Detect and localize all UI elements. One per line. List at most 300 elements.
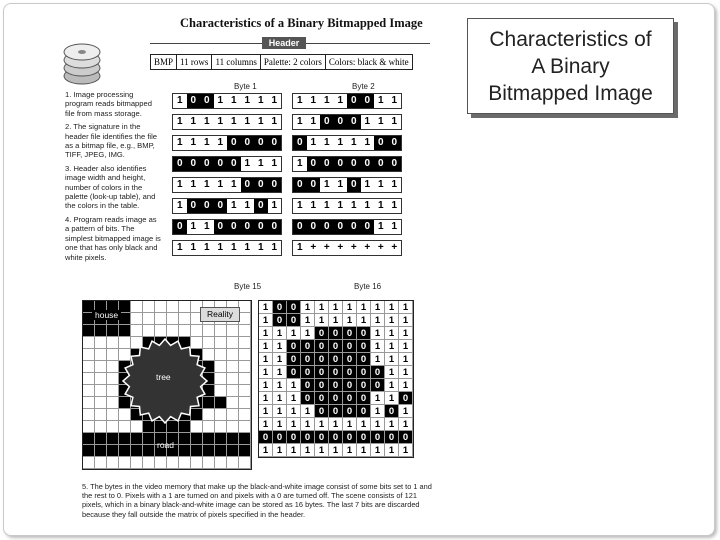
- matrix-bit: 1: [385, 418, 399, 431]
- matrix-bit: 1: [273, 418, 287, 431]
- matrix-bit: 0: [315, 379, 329, 392]
- matrix-bit: 1: [259, 444, 273, 457]
- matrix-bit: 0: [343, 327, 357, 340]
- bit-cell: 1: [374, 199, 388, 213]
- matrix-bit: 0: [357, 327, 371, 340]
- bit-cell: 0: [187, 157, 201, 171]
- bit-cell: 0: [320, 115, 334, 129]
- bit-cell: 1: [388, 220, 402, 234]
- byte-cell-group: [292, 198, 402, 214]
- matrix-bit: 0: [301, 353, 315, 366]
- bit-cell: 1: [334, 178, 348, 192]
- matrix-bit: 1: [301, 405, 315, 418]
- bit-cell: 1: [173, 241, 187, 255]
- matrix-bit: 0: [371, 431, 385, 444]
- bit-cell: 0: [268, 136, 282, 150]
- matrix-bit: 1: [287, 327, 301, 340]
- matrix-bit: 0: [315, 392, 329, 405]
- bit-cell: 0: [173, 157, 187, 171]
- bit-cell: 0: [361, 94, 375, 108]
- bit-cell: 1: [241, 241, 255, 255]
- bit-cell: 1: [361, 178, 375, 192]
- matrix-bit: 1: [399, 405, 413, 418]
- matrix-bit: 0: [329, 340, 343, 353]
- bit-cell: 0: [347, 220, 361, 234]
- matrix-bit: 0: [343, 379, 357, 392]
- matrix-bit: 0: [301, 366, 315, 379]
- matrix-bit: 1: [273, 405, 287, 418]
- matrix-bit: 0: [343, 392, 357, 405]
- bit-matrix: [258, 300, 414, 458]
- bit-cell: 1: [214, 241, 228, 255]
- bit-cell: 1: [173, 178, 187, 192]
- bit-cell: 1: [200, 178, 214, 192]
- bit-cell: 1: [347, 136, 361, 150]
- bit-cell: 1: [307, 115, 321, 129]
- byte-cell-group: [172, 156, 282, 172]
- matrix-bit: 0: [385, 405, 399, 418]
- matrix-bit: 0: [357, 405, 371, 418]
- matrix-bit: 1: [259, 314, 273, 327]
- bit-cell: 0: [388, 136, 402, 150]
- matrix-bit: 1: [259, 353, 273, 366]
- bit-cell: 0: [307, 157, 321, 171]
- bit-cell: 1: [347, 199, 361, 213]
- header-fields: [150, 54, 413, 70]
- bit-cell: 1: [254, 115, 268, 129]
- bit-cell: 0: [374, 157, 388, 171]
- matrix-bit: 0: [357, 353, 371, 366]
- byte-cell-group: [292, 135, 402, 151]
- bit-cell: 0: [347, 94, 361, 108]
- bit-cell: 0: [293, 136, 307, 150]
- bit-cell: 0: [334, 220, 348, 234]
- matrix-bit: 1: [273, 340, 287, 353]
- bit-cell: 0: [307, 178, 321, 192]
- matrix-bit: 1: [259, 327, 273, 340]
- matrix-bit: 1: [357, 301, 371, 314]
- bit-cell: 1: [187, 136, 201, 150]
- bit-cell: 1: [374, 94, 388, 108]
- bit-cell: 1: [173, 94, 187, 108]
- matrix-bit: 1: [273, 379, 287, 392]
- bit-cell: +: [374, 241, 388, 255]
- caption-step-1: 1. Image processing program reads bitmapped file from mass storage.: [65, 90, 152, 118]
- caption-step-2: 2. The signature in the header file identifies the file as a bitmap file, e.g., BMP, TIFF, JPEG, IMG.: [65, 122, 158, 160]
- bit-cell: 1: [241, 115, 255, 129]
- bit-row: [172, 156, 412, 172]
- bit-cell: 1: [227, 178, 241, 192]
- bit-cell: 1: [241, 157, 255, 171]
- matrix-bit: 1: [385, 301, 399, 314]
- matrix-bit: 1: [259, 366, 273, 379]
- matrix-bit: 0: [357, 366, 371, 379]
- bit-cell: 0: [268, 220, 282, 234]
- byte-16-label: Byte 16: [354, 282, 382, 291]
- byte-1-label: Byte 1: [234, 82, 257, 91]
- bit-cell: 1: [227, 241, 241, 255]
- bit-row: [172, 240, 412, 256]
- header-field: 11 rows: [177, 55, 212, 69]
- bit-row: [172, 198, 412, 214]
- matrix-bit: 0: [301, 379, 315, 392]
- matrix-bit: 1: [385, 366, 399, 379]
- matrix-bit: 1: [343, 314, 357, 327]
- bit-cell: 1: [388, 94, 402, 108]
- matrix-bit: 1: [329, 418, 343, 431]
- matrix-bit: 1: [315, 314, 329, 327]
- matrix-bit: 1: [371, 327, 385, 340]
- matrix-bit: 1: [273, 327, 287, 340]
- byte-cell-group: [292, 240, 402, 256]
- matrix-bit: 0: [273, 301, 287, 314]
- matrix-bit: 1: [385, 392, 399, 405]
- matrix-bit: 1: [371, 418, 385, 431]
- bit-cell: 0: [200, 199, 214, 213]
- bit-cell: 0: [293, 178, 307, 192]
- bit-cell: 1: [334, 94, 348, 108]
- byte-cell-group: [172, 114, 282, 130]
- matrix-bit: 0: [287, 431, 301, 444]
- bit-cell: 1: [361, 115, 375, 129]
- matrix-bit: 0: [301, 340, 315, 353]
- bit-cell: 1: [227, 115, 241, 129]
- matrix-bit: 0: [315, 340, 329, 353]
- matrix-bit: 0: [343, 431, 357, 444]
- matrix-bit: 1: [357, 314, 371, 327]
- matrix-bit: 0: [287, 301, 301, 314]
- bit-cell: 0: [334, 157, 348, 171]
- caption-step-3: 3. Header also identifies image width and height, number of colors in the palette (look-up table), and the colors in the table.: [65, 163, 156, 211]
- matrix-bit: 0: [315, 327, 329, 340]
- bit-cell: 1: [214, 136, 228, 150]
- bit-cell: 1: [320, 178, 334, 192]
- matrix-bit: 1: [343, 418, 357, 431]
- matrix-bit: 1: [287, 379, 301, 392]
- matrix-bit: 0: [329, 392, 343, 405]
- byte-cell-group: [292, 219, 402, 235]
- bit-cell: 1: [293, 241, 307, 255]
- byte-2-label: Byte 2: [352, 82, 375, 91]
- header-field: 11 columns: [212, 55, 260, 69]
- matrix-bit: 0: [301, 392, 315, 405]
- bit-cell: 1: [214, 94, 228, 108]
- bit-cell: 1: [187, 241, 201, 255]
- bit-cell: 0: [374, 136, 388, 150]
- caption-step-4: 4. Program reads image as a pattern of bits. The simplest bitmapped image is one that has only black and white pixels.: [65, 214, 161, 262]
- matrix-bit: 1: [357, 444, 371, 457]
- bit-cell: 0: [334, 115, 348, 129]
- bit-cell: 0: [187, 94, 201, 108]
- bit-cell: 0: [187, 199, 201, 213]
- bit-cell: 0: [361, 220, 375, 234]
- matrix-bit: 0: [371, 379, 385, 392]
- matrix-bit: 0: [343, 405, 357, 418]
- matrix-bit: 1: [399, 379, 413, 392]
- matrix-bit: 1: [399, 353, 413, 366]
- matrix-bit: 0: [329, 405, 343, 418]
- byte-cell-group: [292, 114, 402, 130]
- bit-cell: 1: [214, 115, 228, 129]
- matrix-bit: 1: [301, 327, 315, 340]
- bit-cell: 0: [200, 157, 214, 171]
- bit-cell: 1: [374, 115, 388, 129]
- matrix-bit: 1: [371, 405, 385, 418]
- bit-cell: 0: [320, 220, 334, 234]
- matrix-bit: 0: [315, 366, 329, 379]
- bit-row: [172, 114, 412, 130]
- bit-cell: 1: [187, 115, 201, 129]
- matrix-bit: 1: [301, 301, 315, 314]
- bit-cell: 0: [254, 199, 268, 213]
- header-field: Colors: black & white: [328, 57, 409, 67]
- matrix-bit: 1: [259, 340, 273, 353]
- matrix-bit: 0: [357, 431, 371, 444]
- slide-title: Characteristics of A Binary Bitmapped Image: [467, 18, 674, 114]
- bit-cell: 0: [227, 220, 241, 234]
- matrix-bit: 0: [385, 431, 399, 444]
- bit-cell: 1: [214, 178, 228, 192]
- matrix-bit: 0: [287, 353, 301, 366]
- matrix-bit: 1: [399, 366, 413, 379]
- matrix-bit: 1: [259, 405, 273, 418]
- matrix-bit: 1: [385, 314, 399, 327]
- bit-cell: 1: [388, 178, 402, 192]
- bit-cell: +: [307, 241, 321, 255]
- matrix-bit: 0: [315, 431, 329, 444]
- bit-cell: 1: [173, 115, 187, 129]
- matrix-bit: 0: [329, 431, 343, 444]
- bit-cell: 0: [347, 157, 361, 171]
- matrix-bit: 1: [399, 418, 413, 431]
- bit-cell: 1: [268, 199, 282, 213]
- byte-cell-group: [172, 198, 282, 214]
- matrix-bit: 1: [385, 379, 399, 392]
- bit-cell: 1: [241, 199, 255, 213]
- matrix-bit: 1: [371, 340, 385, 353]
- matrix-bit: 1: [399, 301, 413, 314]
- matrix-bit: 1: [259, 392, 273, 405]
- matrix-bit: 1: [385, 340, 399, 353]
- matrix-bit: 0: [371, 366, 385, 379]
- bitmap-figure: [62, 12, 442, 522]
- matrix-bit: 0: [287, 366, 301, 379]
- byte-cell-group: [292, 156, 402, 172]
- byte-cell-group: [172, 93, 282, 109]
- bit-cell: 1: [293, 94, 307, 108]
- tree-label: tree: [156, 372, 171, 382]
- byte-15-label: Byte 15: [234, 282, 262, 291]
- bit-cell: 1: [374, 220, 388, 234]
- matrix-bit: 0: [357, 392, 371, 405]
- matrix-bit: 1: [371, 392, 385, 405]
- bit-cell: 1: [200, 220, 214, 234]
- matrix-bit: 1: [259, 301, 273, 314]
- bit-cell: 1: [293, 157, 307, 171]
- bit-cell: 1: [200, 241, 214, 255]
- bit-cell: 0: [307, 220, 321, 234]
- bit-cell: +: [347, 241, 361, 255]
- matrix-bit: 1: [399, 444, 413, 457]
- bit-cell: +: [320, 241, 334, 255]
- road-label: road: [157, 440, 175, 450]
- bit-cell: 1: [388, 199, 402, 213]
- bit-cell: 1: [307, 136, 321, 150]
- header-field: BMP: [151, 55, 177, 69]
- bit-cell: 0: [293, 220, 307, 234]
- matrix-bit: 1: [259, 418, 273, 431]
- matrix-bit: 1: [315, 418, 329, 431]
- bit-cell: 1: [320, 199, 334, 213]
- header-field: Palette: 2 colors: [261, 55, 326, 69]
- disk-stack-icon: [62, 42, 102, 88]
- matrix-bit: 1: [385, 353, 399, 366]
- bit-row: [172, 135, 412, 151]
- byte-cell-group: [172, 135, 282, 151]
- bit-cell: 1: [227, 199, 241, 213]
- matrix-bit: 0: [329, 353, 343, 366]
- matrix-bit: 1: [273, 353, 287, 366]
- matrix-bit: 1: [287, 392, 301, 405]
- bit-cell: 0: [320, 157, 334, 171]
- matrix-bit: 1: [273, 392, 287, 405]
- bit-cell: 0: [254, 136, 268, 150]
- step-captions: [65, 90, 161, 266]
- bit-cell: 1: [187, 220, 201, 234]
- byte-cell-group: [172, 219, 282, 235]
- bit-cell: 1: [307, 199, 321, 213]
- matrix-bit: 0: [357, 340, 371, 353]
- matrix-bit: 1: [399, 340, 413, 353]
- matrix-bit: 1: [315, 301, 329, 314]
- house-label: house: [92, 310, 121, 320]
- matrix-bit: 0: [343, 340, 357, 353]
- bit-cell: 1: [268, 115, 282, 129]
- bit-cell: +: [361, 241, 375, 255]
- bit-cell: 1: [173, 136, 187, 150]
- bit-cell: 1: [374, 178, 388, 192]
- matrix-bit: 1: [273, 444, 287, 457]
- bit-cell: 0: [347, 115, 361, 129]
- bit-cell: 0: [268, 178, 282, 192]
- bit-cell: +: [334, 241, 348, 255]
- byte-cell-group: [292, 93, 402, 109]
- bit-cell: 0: [200, 94, 214, 108]
- matrix-bit: 1: [357, 418, 371, 431]
- matrix-bit: 1: [329, 314, 343, 327]
- matrix-bit: 1: [259, 379, 273, 392]
- bit-cell: 1: [268, 94, 282, 108]
- bit-cell: 0: [173, 220, 187, 234]
- matrix-bit: 0: [287, 340, 301, 353]
- matrix-bit: 1: [385, 444, 399, 457]
- byte-cell-group: [172, 177, 282, 193]
- matrix-bit: 1: [371, 444, 385, 457]
- matrix-bit: 1: [315, 444, 329, 457]
- bit-cell: 1: [187, 178, 201, 192]
- bit-cell: 0: [254, 220, 268, 234]
- bit-row: [172, 219, 412, 235]
- matrix-bit: 0: [315, 405, 329, 418]
- bit-cell: 1: [334, 199, 348, 213]
- matrix-bit: 0: [329, 327, 343, 340]
- matrix-bit: 1: [371, 314, 385, 327]
- bit-cell: 1: [293, 199, 307, 213]
- matrix-bit: 0: [399, 392, 413, 405]
- bit-cell: 1: [361, 199, 375, 213]
- bit-cell: 1: [254, 241, 268, 255]
- reality-label: Reality: [200, 307, 240, 322]
- matrix-bit: 1: [273, 366, 287, 379]
- bit-cell: 1: [241, 94, 255, 108]
- header-label: Header: [262, 37, 306, 49]
- bit-cell: 0: [227, 157, 241, 171]
- byte-cell-group: [292, 177, 402, 193]
- caption-step-5: 5. The bytes in the video memory that make up the black-and-white image consist of some bits set to 1 and the rest to 0. Pixels with a 1 are turned on and pixels with a 0 are turned off. The scene consists of 121 pixels, which in a binary black-and-white image can be stored as 16 bytes. The last 7 bits are discarded because they fall outside the matrix of pixels specified in the header.: [82, 482, 432, 519]
- matrix-bit: 1: [399, 327, 413, 340]
- bit-cell: 1: [200, 115, 214, 129]
- matrix-bit: 1: [343, 444, 357, 457]
- bit-cell: 1: [254, 157, 268, 171]
- bit-cell: 0: [347, 178, 361, 192]
- matrix-bit: 0: [357, 379, 371, 392]
- bit-cell: 1: [307, 94, 321, 108]
- matrix-bit: 0: [315, 353, 329, 366]
- bit-cell: 0: [241, 220, 255, 234]
- matrix-bit: 0: [343, 353, 357, 366]
- matrix-bit: 1: [371, 301, 385, 314]
- bit-cell: 1: [227, 94, 241, 108]
- bit-cell: 0: [241, 136, 255, 150]
- matrix-bit: 1: [385, 327, 399, 340]
- bit-cell: 1: [293, 115, 307, 129]
- bit-rows: [172, 93, 412, 261]
- bit-row: [172, 177, 412, 193]
- matrix-bit: 1: [287, 405, 301, 418]
- matrix-bit: 0: [301, 431, 315, 444]
- matrix-bit: 1: [329, 444, 343, 457]
- matrix-bit: 1: [371, 353, 385, 366]
- matrix-bit: 0: [259, 431, 273, 444]
- bit-row: [172, 93, 412, 109]
- bit-cell: 1: [200, 136, 214, 150]
- bit-cell: 1: [320, 136, 334, 150]
- bit-cell: 1: [388, 115, 402, 129]
- matrix-bit: 0: [399, 431, 413, 444]
- matrix-bit: 0: [329, 366, 343, 379]
- matrix-bit: 1: [287, 418, 301, 431]
- bit-cell: 0: [214, 220, 228, 234]
- matrix-bit: 1: [287, 444, 301, 457]
- bit-cell: 0: [214, 157, 228, 171]
- matrix-bit: 0: [273, 431, 287, 444]
- matrix-bit: 0: [329, 379, 343, 392]
- matrix-bit: 1: [399, 314, 413, 327]
- matrix-bit: 0: [343, 366, 357, 379]
- bit-cell: 0: [388, 157, 402, 171]
- bit-cell: 1: [268, 157, 282, 171]
- byte-cell-group: [172, 240, 282, 256]
- bit-cell: 1: [268, 241, 282, 255]
- matrix-bit: 0: [287, 314, 301, 327]
- bit-cell: 1: [173, 199, 187, 213]
- matrix-bit: 1: [301, 314, 315, 327]
- bit-cell: 0: [241, 178, 255, 192]
- matrix-bit: 1: [329, 301, 343, 314]
- matrix-bit: 1: [301, 418, 315, 431]
- bit-cell: 0: [214, 199, 228, 213]
- bit-cell: 1: [361, 136, 375, 150]
